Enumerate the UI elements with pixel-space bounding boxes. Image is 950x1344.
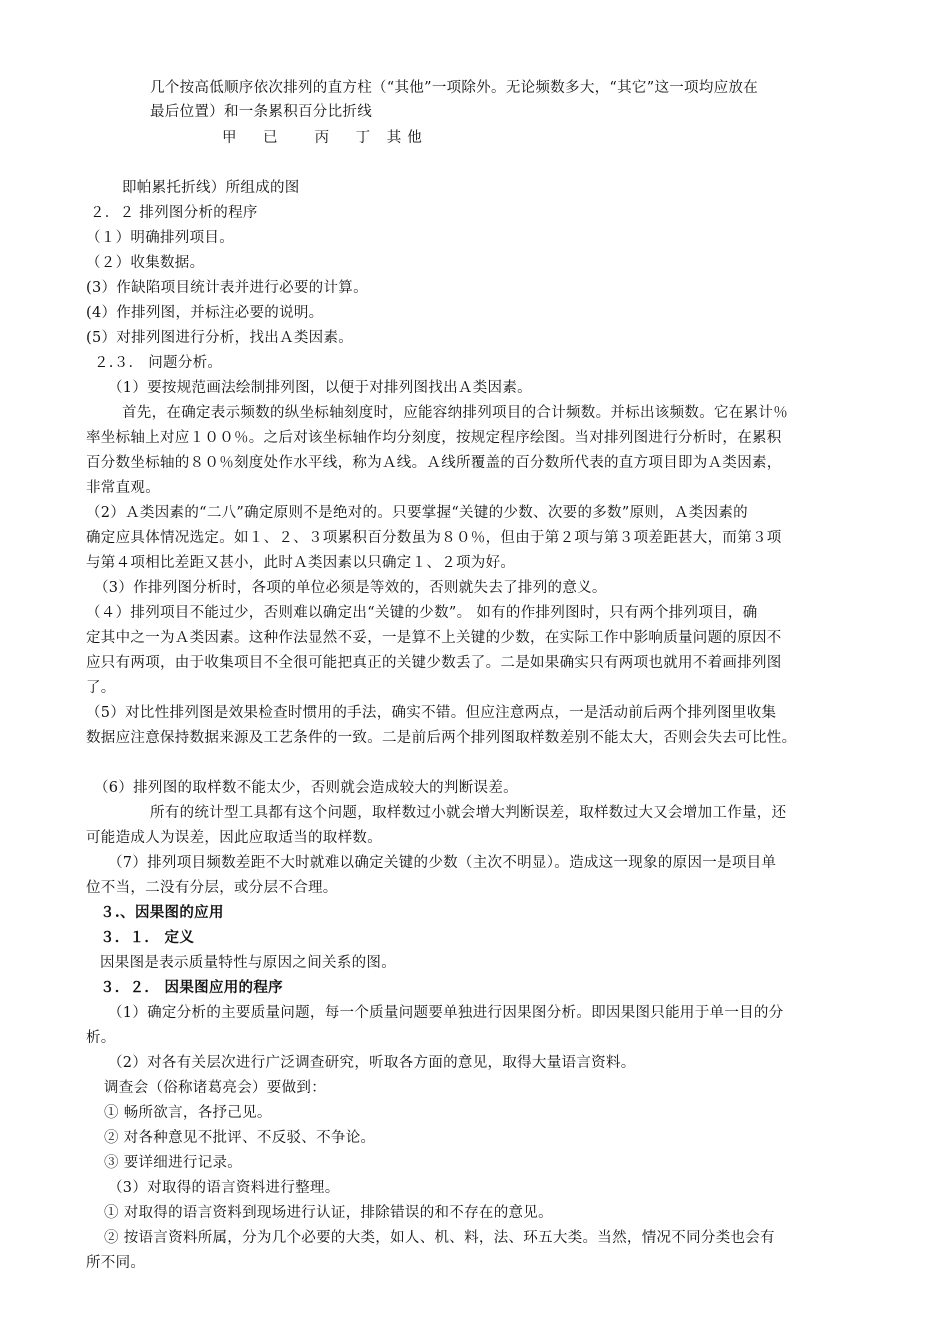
list-item: ② 对各种意见不批评、不反驳、不争论。 <box>104 1130 376 1146</box>
text-line: 所有的统计型工具都有这个问题，取样数过小就会增大判断误差，取样数过大又会增加工作量，还 <box>150 805 787 821</box>
text-line: 应只有两项，由于收集项目不全很可能把真正的关键少数丢了。二是如果确实只有两项也就用不着画排列图 <box>86 655 782 671</box>
text-line: （2）Ａ类因素的“二八”确定原则不是绝对的。只要掌握“关键的少数、次要的多数”原则，Ａ类因素的 <box>86 505 748 521</box>
text-line: 首先，在确定表示频数的纵坐标轴刻度时，应能容纳排列项目的合计频数。并标出该频数。它在累计％ <box>122 405 788 421</box>
text-line: （3）作排列图分析时，各项的单位必须是等效的，否则就失去了排列的意义。 <box>94 580 607 596</box>
section-heading: ３.、因果图的应用 <box>100 904 224 921</box>
text-line: 可能造成人为误差，因此应取适当的取样数。 <box>86 830 382 846</box>
text-line: 非常直观。 <box>86 480 160 496</box>
text-line: 所不同。 <box>86 1255 146 1271</box>
text-line: 析。 <box>86 1030 116 1046</box>
section-heading: ３．１． 定义 <box>100 929 195 946</box>
list-item: ① 畅所欲言，各抒己见。 <box>104 1105 272 1121</box>
list-item: ② 按语言资料所属，分为几个必要的大类，如人、机、料，法、环五大类。当然，情况不同分类也会有 <box>104 1230 775 1246</box>
text-line: （４）排列项目不能过少，否则难以确定出“关键的少数”。 如有的作排列图时，只有两个排列项目，确 <box>86 605 758 621</box>
text-line: 最后位置）和一条累积百分比折线 <box>150 104 372 120</box>
text-line: 百分数坐标轴的８０％刻度处作水平线，称为Ａ线。Ａ线所覆盖的百分数所代表的直方项目即为Ａ类因素， <box>86 455 782 471</box>
section-heading: ３．２． 因果图应用的程序 <box>100 979 283 996</box>
text-line: （5）对比性排列图是效果检查时惯用的手法，确实不错。但应注意两点，一是活动前后两个排列图里收集 <box>86 705 777 721</box>
text-line: 确定应具体情况选定。如１、２、３项累积百分数虽为８０％，但由于第２项与第３项差距甚大，而第３项 <box>86 530 782 546</box>
text-line: （１）明确排列项目。 <box>86 230 234 246</box>
text-line: 了。 <box>86 680 116 696</box>
text-line: (5）对排列图进行分析，找出Ａ类因素。 <box>86 330 354 346</box>
pareto-category-labels: 甲 已 丙 丁 其他 <box>222 130 428 146</box>
text-line: 率坐标轴上对应１００％。之后对该坐标轴作均分刻度，按规定程序绘图。当对排列图进行分析时，在累积 <box>86 430 782 446</box>
text-line: (4）作排列图，并标注必要的说明。 <box>86 305 324 321</box>
text-line: 调查会（俗称诸葛亮会）要做到： <box>104 1080 326 1096</box>
text-line: （3）对取得的语言资料进行整理。 <box>108 1180 340 1196</box>
text-line: 定其中之一为Ａ类因素。这种作法显然不妥，一是算不上关键的少数，在实际工作中影响质量问题的原因不 <box>86 630 782 646</box>
text-line: （1）确定分析的主要质量问题，每一个质量问题要单独进行因果图分析。即因果图只能用于单一目的分 <box>108 1005 784 1021</box>
text-line: 即帕累托折线）所组成的图 <box>122 180 300 196</box>
text-line: (3）作缺陷项目统计表并进行必要的计算。 <box>86 280 368 296</box>
text-line: 位不当，二没有分层，或分层不合理。 <box>86 880 338 896</box>
section-heading: ２．２ 排列图分析的程序 <box>90 205 258 221</box>
list-item: ① 对取得的语言资料到现场进行认证，排除错误的和不存在的意见。 <box>104 1205 553 1221</box>
text-line: （2）对各有关层次进行广泛调查研究，听取各方面的意见，取得大量语言资料。 <box>108 1055 636 1071</box>
text-line: 因果图是表示质量特性与原因之间关系的图。 <box>100 955 396 971</box>
text-line: （1）要按规范画法绘制排列图，以便于对排列图找出Ａ类因素。 <box>108 380 532 396</box>
list-item: ③ 要详细进行记录。 <box>104 1155 243 1171</box>
section-heading: ２.３． 问题分析。 <box>94 355 223 371</box>
text-line: （7）排列项目频数差距不大时就难以确定关键的少数（主次不明显）。造成这一现象的原因一是项目单 <box>108 855 777 871</box>
text-line: （２）收集数据。 <box>86 255 205 271</box>
text-line: 数据应注意保持数据来源及工艺条件的一致。二是前后两个排列图取样数差别不能太大，否则会失去可比性。 <box>86 730 797 746</box>
text-line: 与第４项相比差距又甚小，此时Ａ类因素以只确定１、２项为好。 <box>86 555 516 571</box>
text-line: （6）排列图的取样数不能太少，否则就会造成较大的判断误差。 <box>94 780 518 796</box>
text-line: 几个按高低顺序依次排列的直方柱（“其他”一项除外。无论频数多大，“其它”这一项均应放在 <box>150 80 759 96</box>
